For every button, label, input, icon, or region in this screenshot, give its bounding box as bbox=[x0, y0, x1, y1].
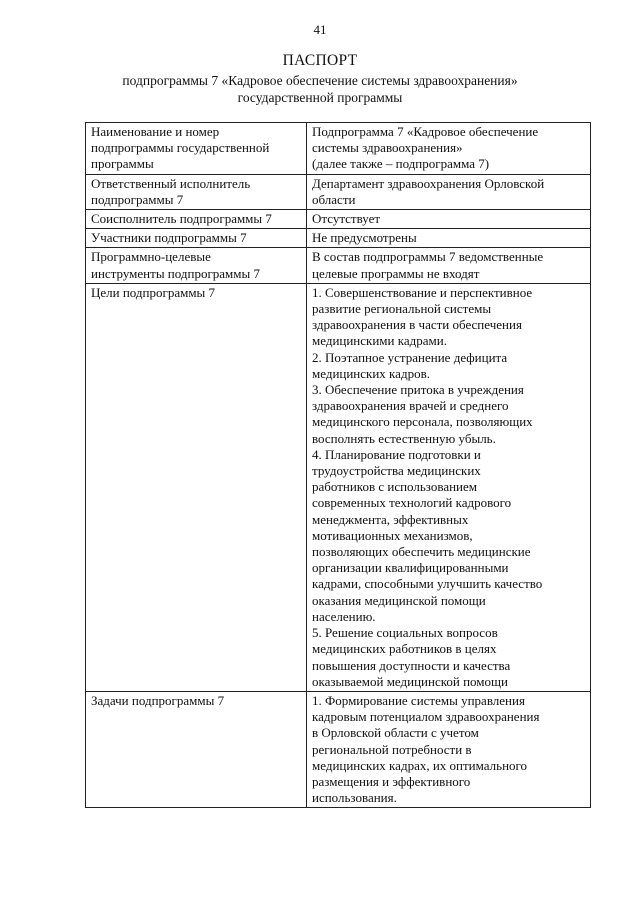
row-label-line: подпрограммы 7 bbox=[91, 191, 184, 207]
row-value-line: целевые программы не входят bbox=[312, 265, 480, 281]
row-value-cell bbox=[307, 123, 591, 175]
row-value-line: развитие региональной системы bbox=[312, 301, 492, 317]
row-value-line: 2. Поэтапное устранение дефицита bbox=[312, 349, 508, 365]
page-number: 41 bbox=[313, 22, 327, 37]
row-value-line: 4. Планирование подготовки и bbox=[312, 446, 481, 462]
row-value-line: медицинскими кадрами. bbox=[312, 333, 447, 349]
row-value-line: трудоустройства медицинских bbox=[312, 463, 481, 479]
row-value-line: Департамент здравоохранения Орловской bbox=[312, 175, 545, 191]
row-value-line: мотивационных механизмов, bbox=[312, 527, 473, 543]
row-value-line: здравоохранения в части обеспечения bbox=[312, 317, 522, 333]
row-label-line: Задачи подпрограммы 7 bbox=[91, 692, 225, 708]
row-label-line: Программно-целевые bbox=[91, 249, 211, 265]
row-value-line: 1. Совершенствование и перспективное bbox=[312, 284, 533, 300]
table-row bbox=[86, 283, 591, 691]
table-row bbox=[86, 229, 591, 248]
subtitle-line: государственной программы bbox=[237, 90, 403, 105]
row-value-line: повышения доступности и качества bbox=[312, 657, 511, 673]
row-value-line: медицинских работников в целях bbox=[312, 641, 497, 657]
passport-table bbox=[85, 122, 591, 808]
row-label-cell bbox=[86, 123, 307, 175]
row-value-line: 1. Формирование системы управления bbox=[312, 692, 525, 708]
table-row bbox=[86, 691, 591, 807]
row-value-line: 3. Обеспечение притока в учреждения bbox=[312, 382, 524, 398]
row-value-line: в Орловской области с учетом bbox=[312, 725, 479, 741]
row-value-line: (далее также – подпрограмма 7) bbox=[312, 156, 490, 172]
row-value-line: позволяющих обеспечить медицинские bbox=[312, 544, 531, 560]
row-label-line: Наименование и номер bbox=[91, 124, 220, 139]
row-value-line: менеджмента, эффективных bbox=[312, 511, 469, 527]
row-value-line: здравоохранения врачей и среднего bbox=[312, 398, 509, 414]
row-label-cell bbox=[86, 210, 307, 229]
row-value-line: восполнять естественную убыль. bbox=[312, 430, 496, 446]
row-value-cell bbox=[307, 174, 591, 209]
row-value-cell bbox=[307, 229, 591, 248]
row-value-line: региональной потребности в bbox=[312, 741, 472, 757]
row-label-line: Ответственный исполнитель bbox=[91, 175, 251, 191]
row-value-line: современных технологий кадрового bbox=[312, 495, 512, 511]
table-row bbox=[86, 123, 591, 175]
row-value-line: медицинских кадров. bbox=[312, 365, 430, 381]
row-label-line: Цели подпрограммы 7 bbox=[91, 284, 216, 300]
row-value-line: использования. bbox=[312, 790, 397, 806]
row-label-cell bbox=[86, 691, 307, 807]
row-label-cell bbox=[86, 283, 307, 691]
row-label-cell bbox=[86, 174, 307, 209]
row-label-line: Соисполнитель подпрограммы 7 bbox=[91, 211, 272, 227]
row-label-cell bbox=[86, 229, 307, 248]
row-value-line: Подпрограмма 7 «Кадровое обеспечение bbox=[312, 124, 539, 139]
row-label-line: подпрограммы государственной bbox=[91, 140, 270, 156]
subtitle-line: подпрограммы 7 «Кадровое обеспечение системы здравоохранения» bbox=[122, 73, 518, 88]
row-label-line: программы bbox=[91, 156, 154, 172]
row-value-line: организации квалифицированными bbox=[312, 560, 509, 576]
row-value-line: Не предусмотрены bbox=[312, 230, 417, 246]
row-value-line: работников с использованием bbox=[312, 479, 478, 495]
document-subtitle bbox=[0, 72, 640, 106]
row-value-line: кадрами, способными улучшить качество bbox=[312, 576, 543, 592]
row-value-line: области bbox=[312, 191, 356, 207]
document-title: ПАСПОРТ bbox=[282, 52, 358, 69]
row-value-cell bbox=[307, 210, 591, 229]
row-value-line: системы здравоохранения» bbox=[312, 140, 463, 156]
row-value-line: кадровым потенциалом здравоохранения bbox=[312, 709, 540, 725]
row-value-line: размещения и эффективного bbox=[312, 773, 471, 789]
table-row bbox=[86, 248, 591, 283]
row-value-cell bbox=[307, 248, 591, 283]
row-label-line: Участники подпрограммы 7 bbox=[91, 230, 247, 246]
row-value-line: населению. bbox=[312, 608, 376, 624]
row-value-line: оказываемой медицинской помощи bbox=[312, 673, 509, 689]
row-value-line: В состав подпрограммы 7 ведомственные bbox=[312, 249, 544, 265]
table-row bbox=[86, 174, 591, 209]
row-value-line: медицинских кадрах, их оптимального bbox=[312, 757, 528, 773]
row-value-cell bbox=[307, 691, 591, 807]
row-value-line: 5. Решение социальных вопросов bbox=[312, 625, 498, 641]
row-value-cell bbox=[307, 283, 591, 691]
row-label-line: инструменты подпрограммы 7 bbox=[91, 265, 260, 281]
row-value-line: оказания медицинской помощи bbox=[312, 592, 486, 608]
row-label-cell bbox=[86, 248, 307, 283]
table-row bbox=[86, 210, 591, 229]
row-value-line: медицинского персонала, позволяющих bbox=[312, 414, 533, 430]
row-value-line: Отсутствует bbox=[312, 211, 381, 227]
